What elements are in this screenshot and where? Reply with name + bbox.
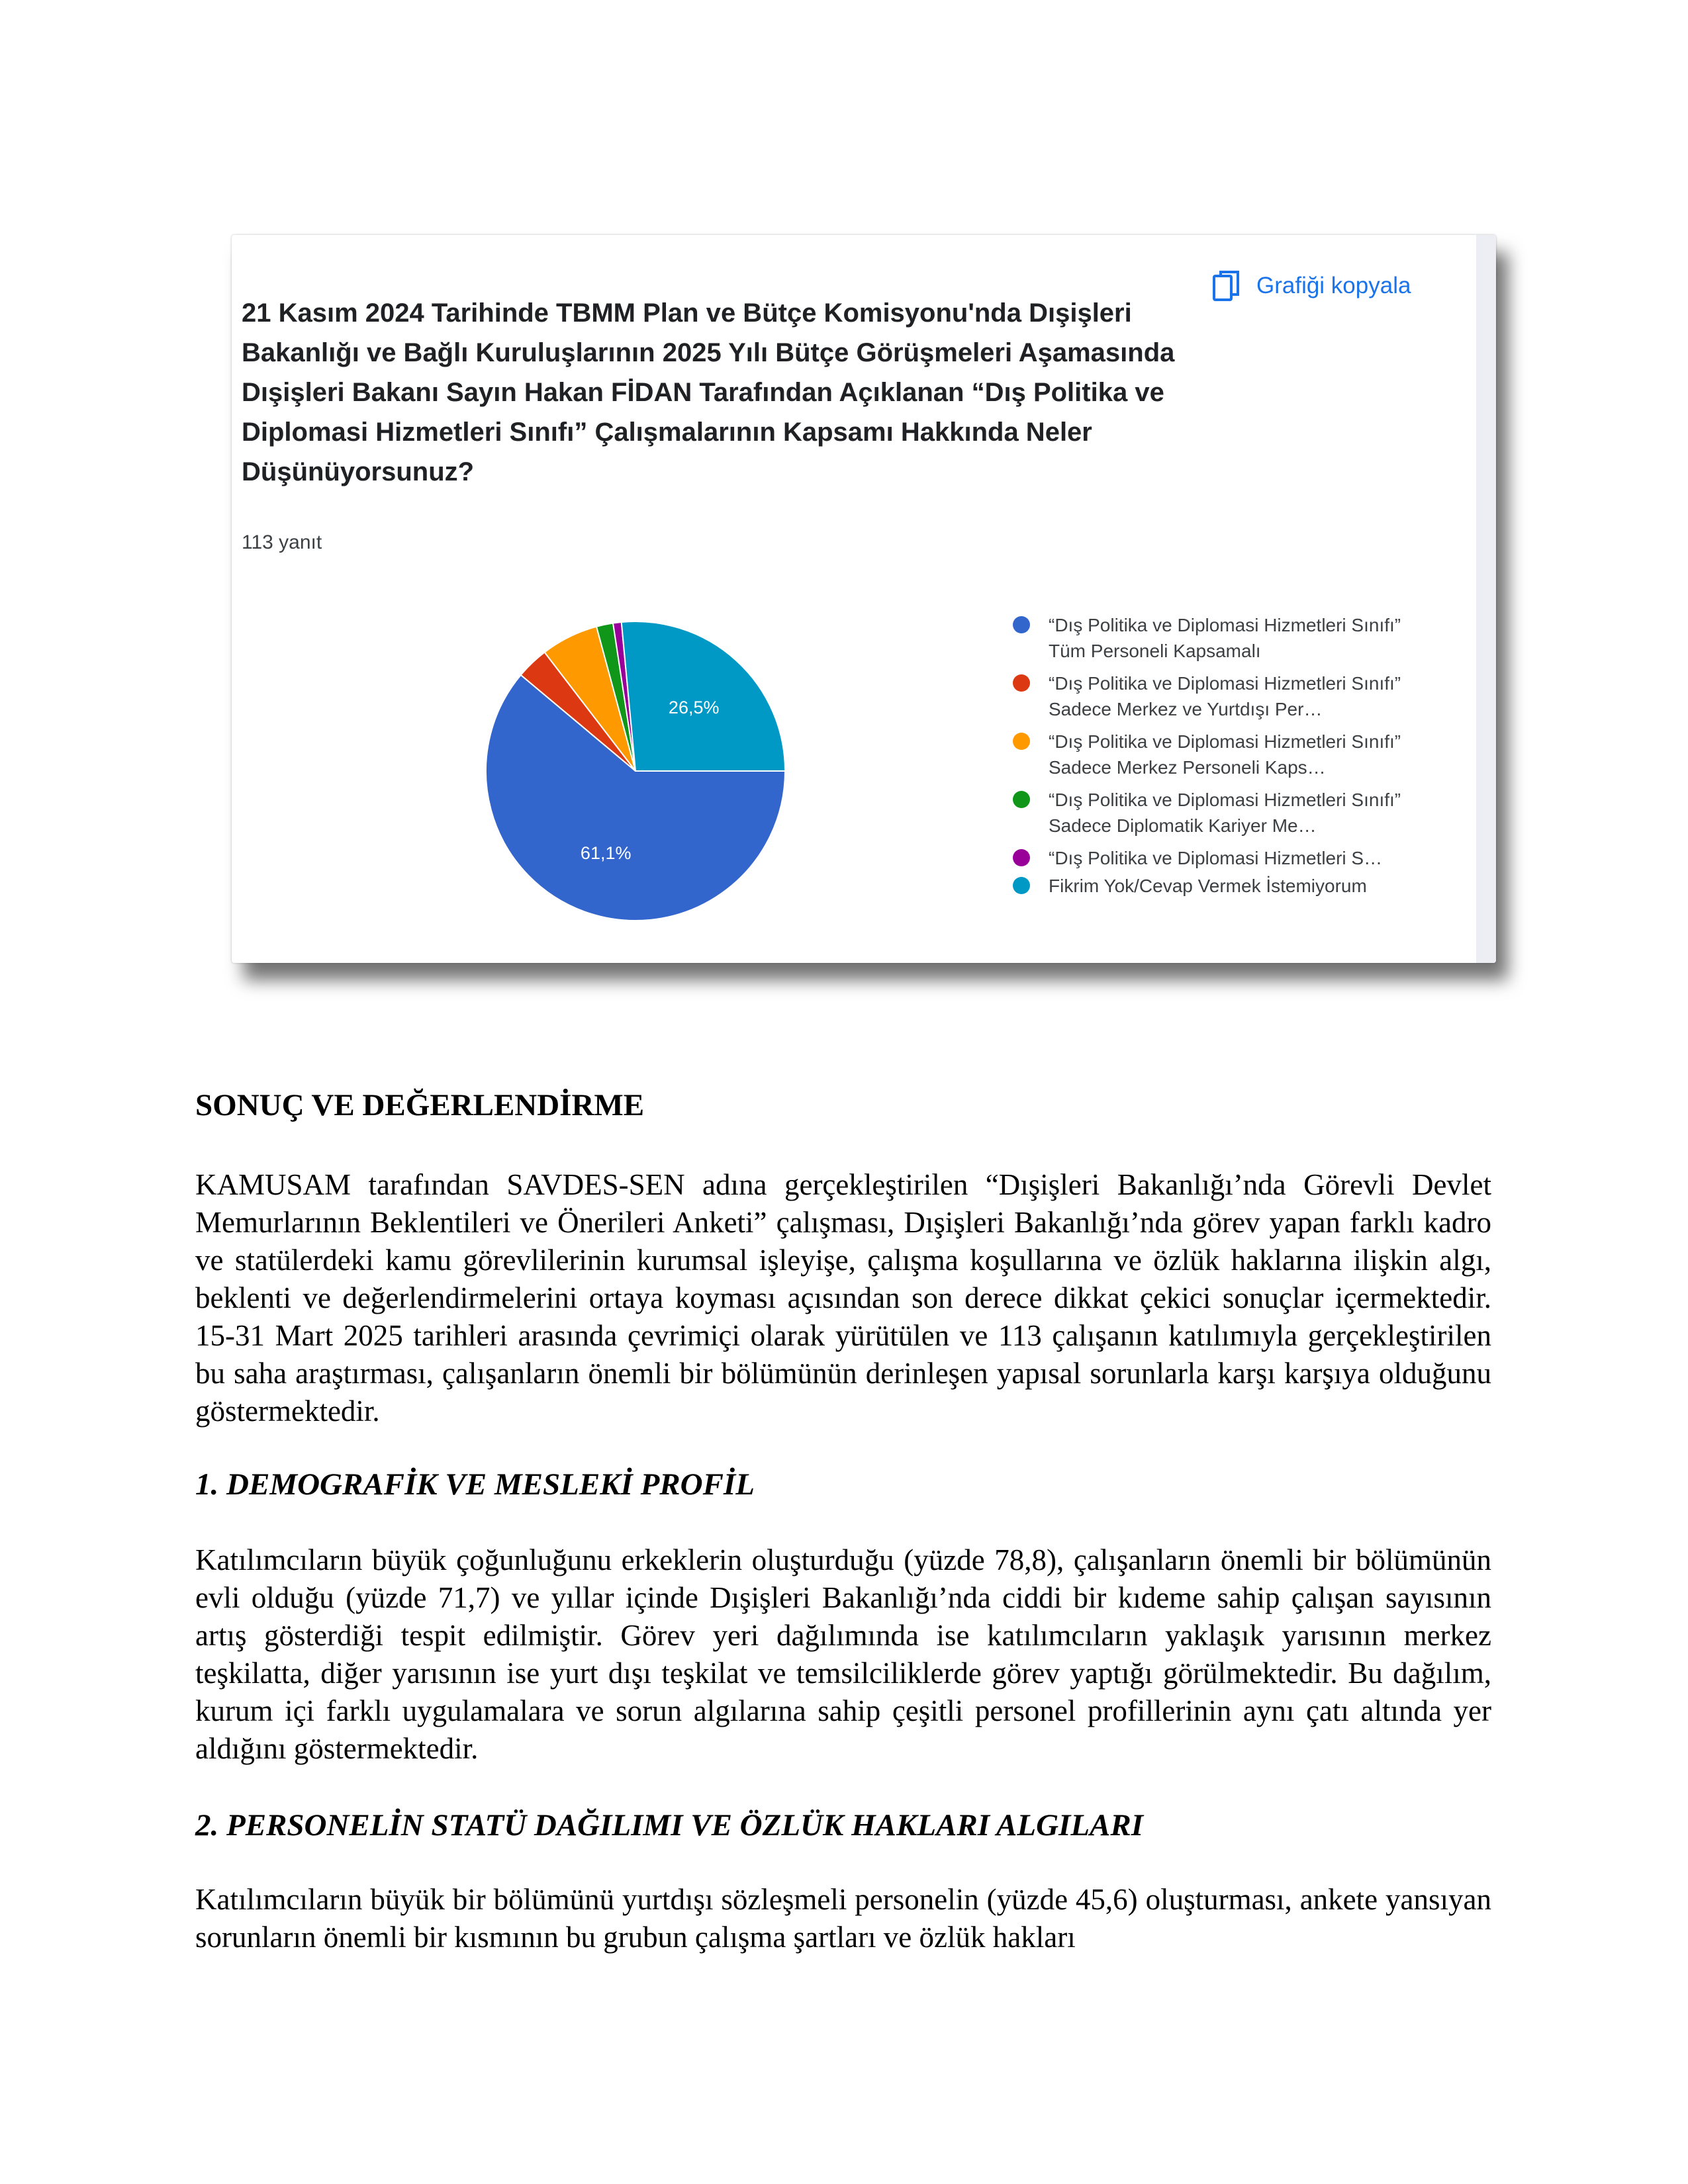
pie-chart <box>483 612 814 943</box>
copy-icon <box>1211 269 1241 302</box>
paragraph-status: Katılımcıların büyük bir bölümünü yurtdışı sözleşmeli personelin (yüzde 45,6) oluşturması, ankete yansıyan sorunların önemli bir kısmının bu grubun çalışma şartları ve özlük hakları <box>195 1883 1491 1954</box>
section-heading-demographic: 1. DEMOGRAFİK VE MESLEKİ PROFİL <box>195 1467 755 1502</box>
legend-swatch <box>1013 674 1030 692</box>
card-scrollbar <box>1476 235 1496 963</box>
legend-item-6[interactable] <box>1013 873 1423 899</box>
legend-label: “Dış Politika ve Diplomasi Hizmetleri Sınıfı” Sadece Diplomatik Kariyer Me… <box>1049 790 1401 836</box>
pie-data-label-1: 61,1% <box>580 843 632 864</box>
legend-item-3[interactable] <box>1013 729 1423 780</box>
section-heading-conclusion: SONUÇ VE DEĞERLENDİRME <box>195 1088 645 1122</box>
legend-swatch <box>1013 791 1030 808</box>
section-heading-status: 2. PERSONELİN STATÜ DAĞILIMI VE ÖZLÜK HAKLARI ALGILARI <box>195 1808 1144 1843</box>
pie-data-label-6: 26,5% <box>668 698 720 718</box>
legend-label: “Dış Politika ve Diplomasi Hizmetleri Sınıfı” Tüm Personeli Kapsamalı <box>1049 615 1401 661</box>
chart-card <box>232 235 1496 963</box>
copy-chart-button[interactable] <box>1211 269 1411 302</box>
legend-label: “Dış Politika ve Diplomasi Hizmetleri Sınıfı” Sadece Merkez Personeli Kaps… <box>1049 731 1401 778</box>
legend-item-4[interactable] <box>1013 787 1423 839</box>
legend-swatch <box>1013 616 1030 633</box>
legend-swatch <box>1013 849 1030 866</box>
legend-label: “Dış Politika ve Diplomasi Hizmetleri Sınıfı” Sadece Merkez ve Yurtdışı Per… <box>1049 673 1401 719</box>
paragraph-conclusion: KAMUSAM tarafından SAVDES-SEN adına gerçekleştirilen “Dışişleri Bakanlığı’nda Görevli Devlet Memurlarının Beklentileri ve Önerileri Anketi” çalışması, Dışişleri Bakanlığı’nda görev yapan farklı kadro ve statülerdeki kamu görevlilerinin kurumsal işleyişe, çalışma koşullarına ve özlük haklarına ilişkin algı, beklenti ve değerlendirmelerini ortaya koyması açısından son derece dikkat çekici sonuçlar içermektedir. 15-31 Mart 2025 tarihleri arasında çevrimiçi olarak yürütülen ve 113 çalışanın katılımıyla gerçekleştirilen bu saha araştırması, çalışanların önemli bir bölümünün derinleşen yapısal sorunlarla karşı karşıya olduğunu göstermektedir. <box>195 1168 1491 1428</box>
legend-item-1[interactable] <box>1013 612 1423 664</box>
legend-label: Fikrim Yok/Cevap Vermek İstemiyorum <box>1049 876 1367 896</box>
pie-slice-6[interactable] <box>622 621 785 771</box>
legend-item-5[interactable] <box>1013 845 1423 871</box>
legend-item-2[interactable] <box>1013 670 1423 722</box>
legend-swatch <box>1013 877 1030 894</box>
response-count: 113 yanıt <box>242 531 322 553</box>
legend-swatch <box>1013 733 1030 750</box>
chart-title: 21 Kasım 2024 Tarihinde TBMM Plan ve Bütçe Komisyonu'nda Dışişleri Bakanlığı ve Bağlı Kuruluşlarının 2025 Yılı Bütçe Görüşmeleri Aşamasında Dışişleri Bakanı Sayın Hakan FİDAN Tarafından Açıklanan “Dış Politika ve Diplomasi Hizmetleri Sınıfı” Çalışmalarının Kapsamı Hakkında Neler Düşünüyorsunuz? <box>242 298 1175 486</box>
legend-label: “Dış Politika ve Diplomasi Hizmetleri S… <box>1049 848 1383 868</box>
copy-chart-label: Grafiği kopyala <box>1256 273 1411 298</box>
paragraph-demographic: Katılımcıların büyük çoğunluğunu erkeklerin oluşturduğu (yüzde 78,8), çalışanların önemli bir bölümünün evli olduğu (yüzde 71,7) ve yıllar içinde Dışişleri Bakanlığı’nda ciddi bir kıdeme sahip çalışan sayısının artış gösterdiği tespit edilmiştir. Görev yeri dağılımında ise katılımcıların yaklaşık yarısının merkez teşkilatta, diğer yarısının ise yurt dışı teşkilat ve temsilciliklerde görev yaptığı görülmektedir. Bu dağılım, kurum içi farklı uygulamalara ve sorun algılarına sahip çeşitli personel profillerinin aynı çatı altında yer aldığını göstermektedir. <box>195 1543 1491 1765</box>
